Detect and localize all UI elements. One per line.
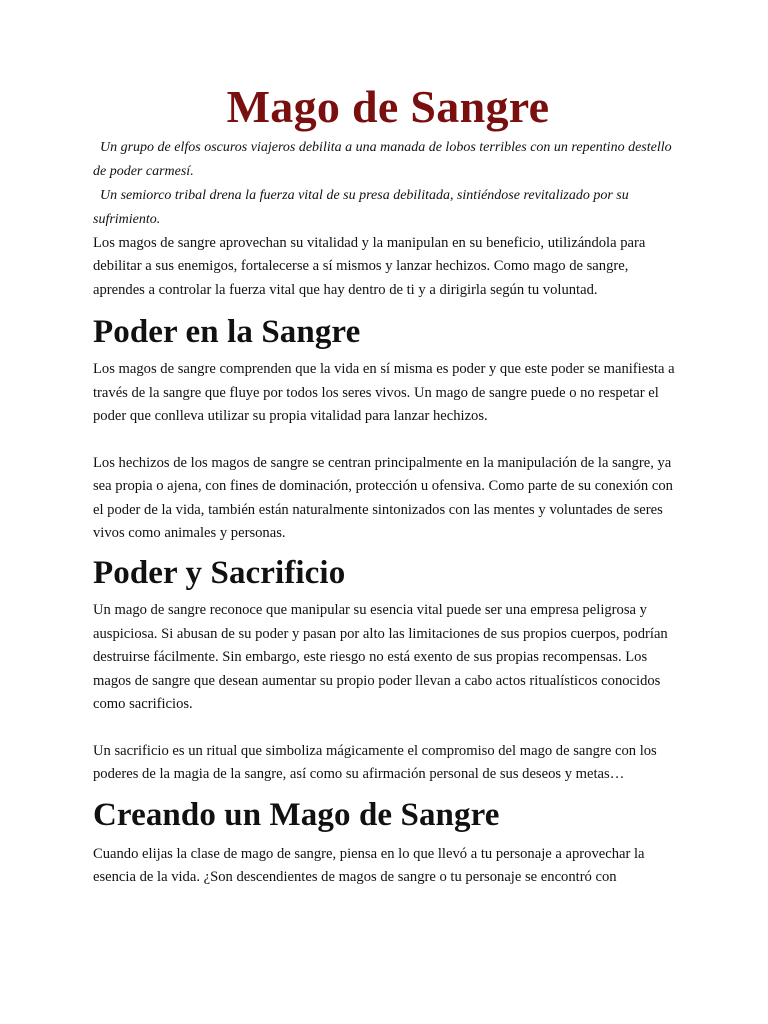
document-page <box>93 78 683 890</box>
flavor-text-1: Un grupo de elfos oscuros viajeros debilita a una manada de lobos terribles con un repentino destello de poder carmesí. <box>93 140 672 179</box>
paragraph: Cuando elijas la clase de mago de sangre, piensa en lo que llevó a tu personaje a aprovechar la esencia de la vida. ¿Son descendientes de magos de sangre o tu personaje se encontró con <box>93 845 645 886</box>
flavor-text-2: Un semiorco tribal drena la fuerza vital de su presa debilitada, sintiéndose revitalizado por su sufrimiento. <box>93 188 629 227</box>
paragraph: Los magos de sangre comprenden que la vida en sí misma es poder y que este poder se manifiesta a través de la sangre que fluye por todos los seres vivos. Un mago de sangre puede o no respetar el poder que conlleva utilizar su propia vitalidad para lanzar hechizos. <box>93 361 675 425</box>
paragraph: Un sacrificio es un ritual que simboliza mágicamente el compromiso del mago de sangre con los poderes de la magia de la sangre, así como su afirmación personal de sus deseos y metas… <box>93 742 657 783</box>
section-heading-creando-un-mago-de-sangre: Creando un Mago de Sangre <box>93 796 500 833</box>
section-heading-poder-y-sacrificio: Poder y Sacrificio <box>93 555 346 592</box>
section-heading-poder-en-la-sangre: Poder en la Sangre <box>93 314 361 351</box>
paragraph: Los hechizos de los magos de sangre se centran principalmente en la manipulación de la sangre, ya sea propia o ajena, con fines de dominación, protección u ofensiva. Como parte de su conexión con el poder de la vida, también están naturalmente sintonizados con las mentes y voluntades de seres vivos como animales y personas. <box>93 454 673 542</box>
intro-paragraph: Los magos de sangre aprovechan su vitalidad y la manipulan en su beneficio, utilizándola para debilitar a sus enemigos, fortalecerse a sí mismos y lanzar hechizos. Como mago de sangre, aprendes a controlar la fuerza vital que hay dentro de ti y a dirigirla según tu voluntad. <box>93 235 646 298</box>
paragraph: Un mago de sangre reconoce que manipular su esencia vital puede ser una empresa peligrosa y auspiciosa. Si abusan de su poder y pasan por alto las limitaciones de sus propios cuerpos, podrían destruirse fácilmente. Sin embargo, este riesgo no está exento de sus propias recompensas. Los magos de sangre que desean aumentar su propio poder llevan a cabo actos ritualísticos conocidos como sacrificios. <box>93 602 668 713</box>
document-title: Mago de Sangre <box>226 81 550 132</box>
